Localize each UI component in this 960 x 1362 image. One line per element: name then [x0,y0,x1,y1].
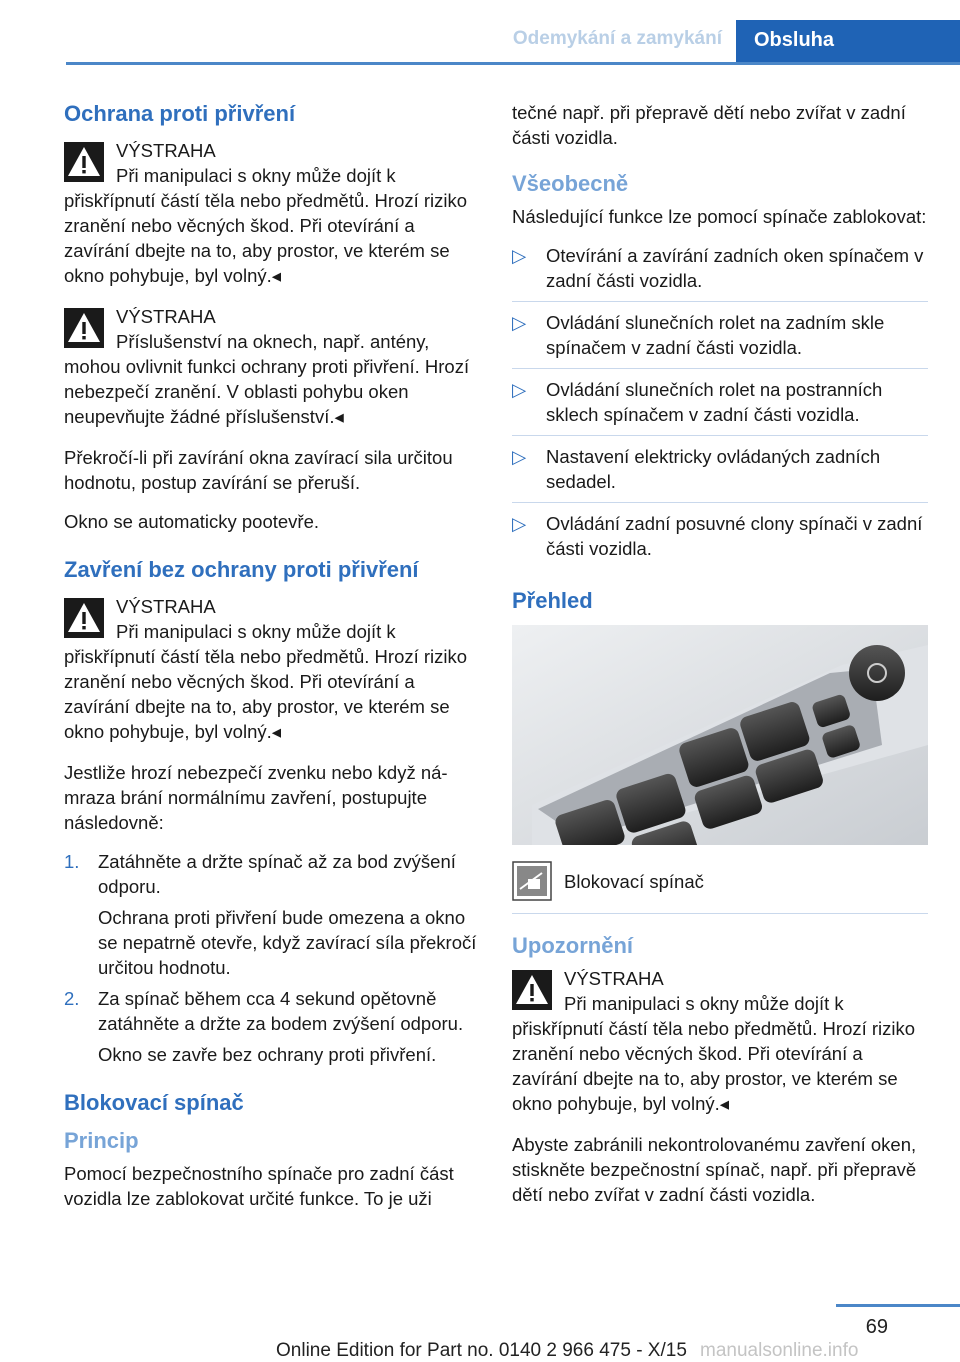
legend-label: Blokovací spínač [564,871,704,892]
legend-row [512,861,928,914]
heading-note: Upozornění [512,933,633,958]
paragraph: Následující funkce lze pomocí spínače zablokovat: [512,206,927,227]
list-item: ▷ Otevírání a zavírání zadních oken spínačem v zadní části vozidla. [512,243,928,302]
heading-lock-switch: Blokovací spínač [64,1090,244,1115]
warning-icon [64,598,104,638]
warning-icon [64,142,104,182]
step-text: Za spínač během cca 4 sekund opětovně zatáhněte a držte za bodem zvýšení odporu. [98,988,464,1034]
step-result: Okno se zavře bez ochrany proti přivření. [98,1044,437,1065]
right-column [512,100,928,1221]
watermark: manualsonline.info [700,1340,859,1361]
triangle-bullet-icon: ▷ [512,312,527,333]
header-rule [66,62,960,65]
left-column [64,100,480,1225]
heading-close-without-protection: Zavření bez ochrany proti přivření [64,557,419,582]
heading-overview: Přehled [512,588,593,613]
warning-box [64,138,480,288]
heading-pinch-protection: Ochrana proti přivření [64,101,296,126]
warning-label: VÝSTRAHA [564,968,664,989]
edition-footer: Online Edition for Part no. 0140 2 966 475 - X/15 [276,1340,687,1361]
list-item: ▷ Ovládání slunečních rolet na zadním skle spínačem v zadní části vozidla. [512,310,928,369]
list-item: ▷ Ovládání slunečních rolet na postranních sklech spínačem v zadní části vozidla. [512,377,928,436]
paragraph: Překročí-li při zavírání okna zavírací sila určitou hodnotu, postup zavírání se přeruší. [64,447,453,493]
warning-box [64,304,480,429]
warning-text: Při manipulaci s okny může dojít k přiskřípnutí částí těla nebo předmětů. Hrozí riziko zranění nebo věcných škod. Při otevírání a zavírání dbejte na to, aby prostor, ve kterém se okno pohybuje, byl volný.◂ [512,993,916,1114]
window-switch-panel-photo [512,625,928,845]
warning-icon [64,308,104,348]
page-number: 69 [865,1316,888,1338]
triangle-bullet-icon: ▷ [512,379,527,400]
heading-general: Všeobecně [512,171,629,196]
warning-label: VÝSTRAHA [116,596,216,617]
step-item [64,986,480,1067]
warning-box [512,966,928,1116]
paragraph: Pomocí bezpečnostního spínače pro zadní část vozidla lze zablokovat určité funkce. To je uži [64,1163,454,1209]
function-list [512,243,928,569]
steps-list [64,849,480,1067]
step-number: 1. [64,851,80,872]
section-title: Odemykání a zamykání [512,28,722,49]
step-item [64,849,480,980]
warning-text: Při manipulaci s okny může dojít k přiskřípnutí částí těla nebo předmětů. Hrozí riziko zranění nebo věcných škod. Při otevírání a zavírání dbejte na to, aby prostor, ve kterém se okno pohybuje, byl volný.◂ [64,165,468,286]
lock-switch-icon [512,861,552,901]
warning-text: Příslušenství na oknech, např. antény, mohou ovlivnit funkci ochrany proti přivření. Hrozí nebezpečí zranění. V oblasti pohybu oken neupevňujte žádné příslušenství.◂ [64,331,470,427]
warning-label: VÝSTRAHA [116,140,216,161]
paragraph: Jestliže hrozí nebezpečí zvenku nebo když námraza brání normálnímu zavření, postupujte následovně: [64,762,448,833]
list-item: ▷ Nastavení elektricky ovládaných zadních sedadel. [512,444,928,503]
chapter-tab[interactable]: Obsluha [736,20,960,62]
paragraph: Abyste zabránili nekontrolovanému zavření oken, stiskněte bezpečnostní spínač, např. při přepravě dětí nebo zvířat v zadní části vozidla. [512,1134,917,1205]
triangle-bullet-icon: ▷ [512,446,527,467]
footer-rule [836,1304,960,1307]
warning-label: VÝSTRAHA [116,306,216,327]
triangle-bullet-icon: ▷ [512,245,527,266]
list-item: ▷ Ovládání zadní posuvné clony spínači v zadní části vozidla. [512,513,923,559]
paragraph: Okno se automaticky pootevře. [64,511,320,532]
step-text: Zatáhněte a držte spínač až za bod zvýšení odporu. [98,851,456,897]
warning-icon [512,970,552,1010]
warning-text: Při manipulaci s okny může dojít k přiskřípnutí částí těla nebo předmětů. Hrozí riziko zranění nebo věcných škod. Při otevírání a zavírání dbejte na to, aby prostor, ve kterém se okno pohybuje, byl volný.◂ [64,621,468,742]
warning-box [64,594,480,744]
step-result: Ochrana proti přivření bude omezena a okno se nepatrně otevře, když zavírací síla překročí určitou hodnotu. [98,907,477,978]
heading-principle: Princip [64,1128,139,1153]
step-number: 2. [64,988,80,1009]
paragraph: tečné např. při přepravě dětí nebo zvířat v zadní části vozidla. [512,102,906,148]
triangle-bullet-icon: ▷ [512,513,527,534]
